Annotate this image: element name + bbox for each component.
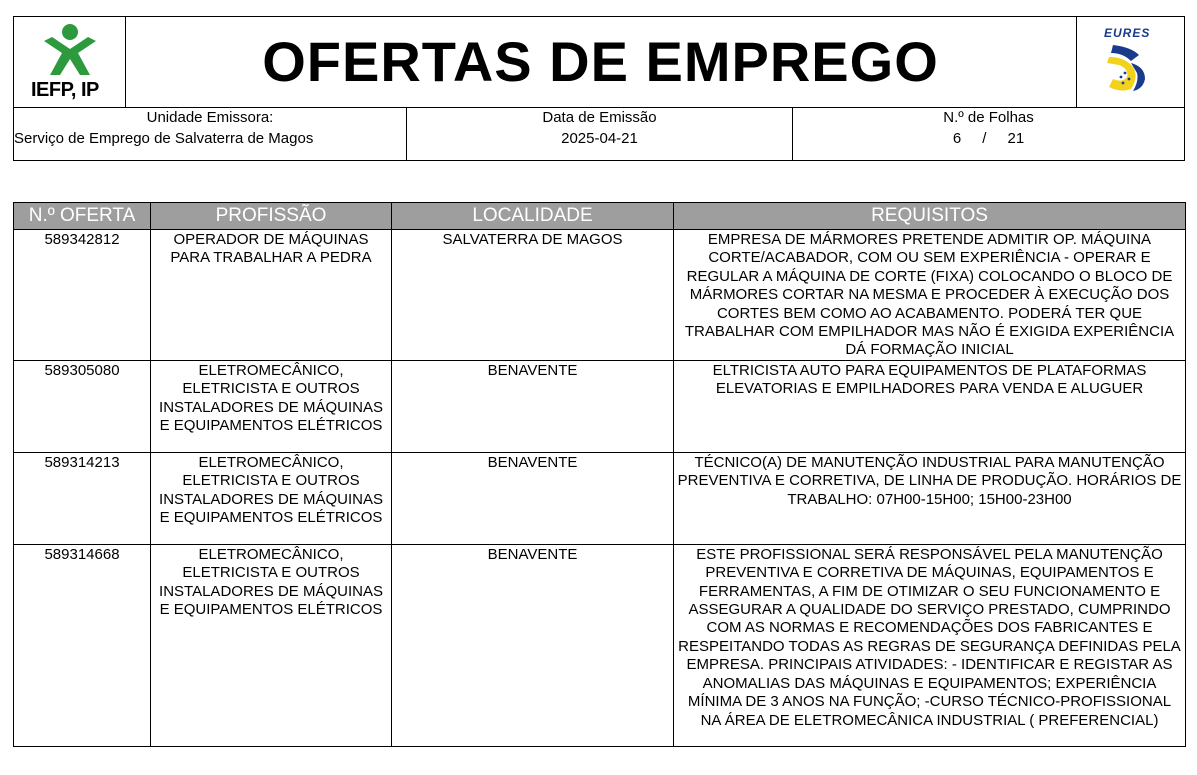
col-header-profissao: PROFISSÃO (151, 203, 392, 230)
cell-localidade: BENAVENTE (392, 452, 674, 544)
cell-requisitos: ESTE PROFISSIONAL SERÁ RESPONSÁVEL PELA MANUTENÇÃO PREVENTIVA E CORRETIVA DE MÁQUINAS, EQUIPAMENTOS E FERRAMENTAS, A FIM DE OTIMIZAR O SEU FUNCIONAMENTO E ASSEGURAR A QUALIDADE DO SERVIÇO PRESTADO, CUMPRINDO COM AS NORMAS E RECOMENDAÇÕES DOS FABRICANTES E RESPEITANDO TODAS AS REGRAS DE SEGURANÇA DEFINIDAS PELA EMPRESA. PRINCIPAIS ATIVIDADES: - IDENTIFICAR E REGISTAR AS ANOMALIAS DAS MÁQUINAS E EQUIPAMENTOS; EXPERIÊNCIA MÍNIMA DE 3 ANOS NA FUNÇÃO; -CURSO TÉCNICO-PROFISSIONAL NA ÁREA DE ELETROMECÂNICA INDUSTRIAL ( PREFERENCIAL) (674, 544, 1186, 746)
unidade-label: Unidade Emissora: (146, 109, 274, 126)
eures-logo-text: EURES (1104, 26, 1151, 40)
eures-logo (1076, 17, 1185, 107)
cell-localidade: SALVATERRA DE MAGOS (392, 230, 674, 361)
col-header-requisitos: REQUISITOS (674, 203, 1186, 230)
page-title: OFERTAS DE EMPREGO (262, 30, 939, 93)
cell-localidade: BENAVENTE (392, 360, 674, 452)
cell-profissao: OPERADOR DE MÁQUINAS PARA TRABALHAR A PEDRA (151, 230, 392, 361)
cell-requisitos: ELTRICISTA AUTO PARA EQUIPAMENTOS DE PLATAFORMAS ELEVATORIAS E EMPILHADORES PARA VENDA E ALUGUER (674, 360, 1186, 452)
cell-oferta: 589314668 (14, 544, 151, 746)
ofertas-table (13, 202, 1186, 747)
table-row (14, 230, 1186, 361)
col-header-localidade: LOCALIDADE (392, 203, 674, 230)
data-emissao (407, 107, 793, 160)
iefp-figure-icon (40, 23, 100, 79)
cell-profissao: ELETROMECÂNICO, ELETRICISTA E OUTROS INSTALADORES DE MÁQUINAS E EQUIPAMENTOS ELÉTRICOS (151, 452, 392, 544)
cell-requisitos: TÉCNICO(A) DE MANUTENÇÃO INDUSTRIAL PARA MANUTENÇÃO PREVENTIVA E CORRETIVA, DE LINHA DE PRODUÇÃO. HORÁRIOS DE TRABALHO: 07H00-15H00; 15H00-23H00 (674, 452, 1186, 544)
numero-folhas (793, 107, 1184, 160)
iefp-logo-text: IEFP, IP (31, 79, 99, 101)
col-header-oferta: N.º OFERTA (14, 203, 151, 230)
folhas-label: N.º de Folhas (943, 109, 1034, 126)
table-row (14, 544, 1186, 746)
eures-emblem-icon (1101, 41, 1151, 93)
folhas-separator: / (982, 130, 987, 147)
table-header-row (14, 203, 1186, 230)
unidade-emissora (14, 107, 407, 160)
cell-oferta: 589305080 (14, 360, 151, 452)
cell-localidade: BENAVENTE (392, 544, 674, 746)
table-row (14, 360, 1186, 452)
cell-oferta: 589314213 (14, 452, 151, 544)
iefp-logo (14, 17, 126, 107)
table-row (14, 452, 1186, 544)
cell-requisitos: EMPRESA DE MÁRMORES PRETENDE ADMITIR OP. MÁQUINA CORTE/ACABADOR, COM OU SEM EXPERIÊNCIA - OPERAR E REGULAR A MÁQUINA DE CORTE (FIXA) COLOCANDO O BLOCO DE MÁRMORES CORTAR NA MESMA E PROCEDER À EXECUÇÃO DOS CORTES BEM COMO AO ACABAMENTO. PODERÁ TER QUE TRABALHAR COM EMPILHADOR MAS NÃO É EXIGIDA EXPERIÊNCIA DÁ FORMAÇÃO INICIAL (674, 230, 1186, 361)
unidade-value: Serviço de Emprego de Salvaterra de Magos (14, 130, 314, 147)
data-label: Data de Emissão (542, 109, 657, 126)
document-header (13, 16, 1185, 161)
cell-profissao: ELETROMECÂNICO, ELETRICISTA E OUTROS INSTALADORES DE MÁQUINAS E EQUIPAMENTOS ELÉTRICOS (151, 544, 392, 746)
cell-profissao: ELETROMECÂNICO, ELETRICISTA E OUTROS INSTALADORES DE MÁQUINAS E EQUIPAMENTOS ELÉTRICOS (151, 360, 392, 452)
data-value: 2025-04-21 (561, 130, 638, 147)
folhas-current: 6 (952, 130, 962, 147)
cell-oferta: 589342812 (14, 230, 151, 361)
folhas-total: 21 (1007, 130, 1025, 147)
